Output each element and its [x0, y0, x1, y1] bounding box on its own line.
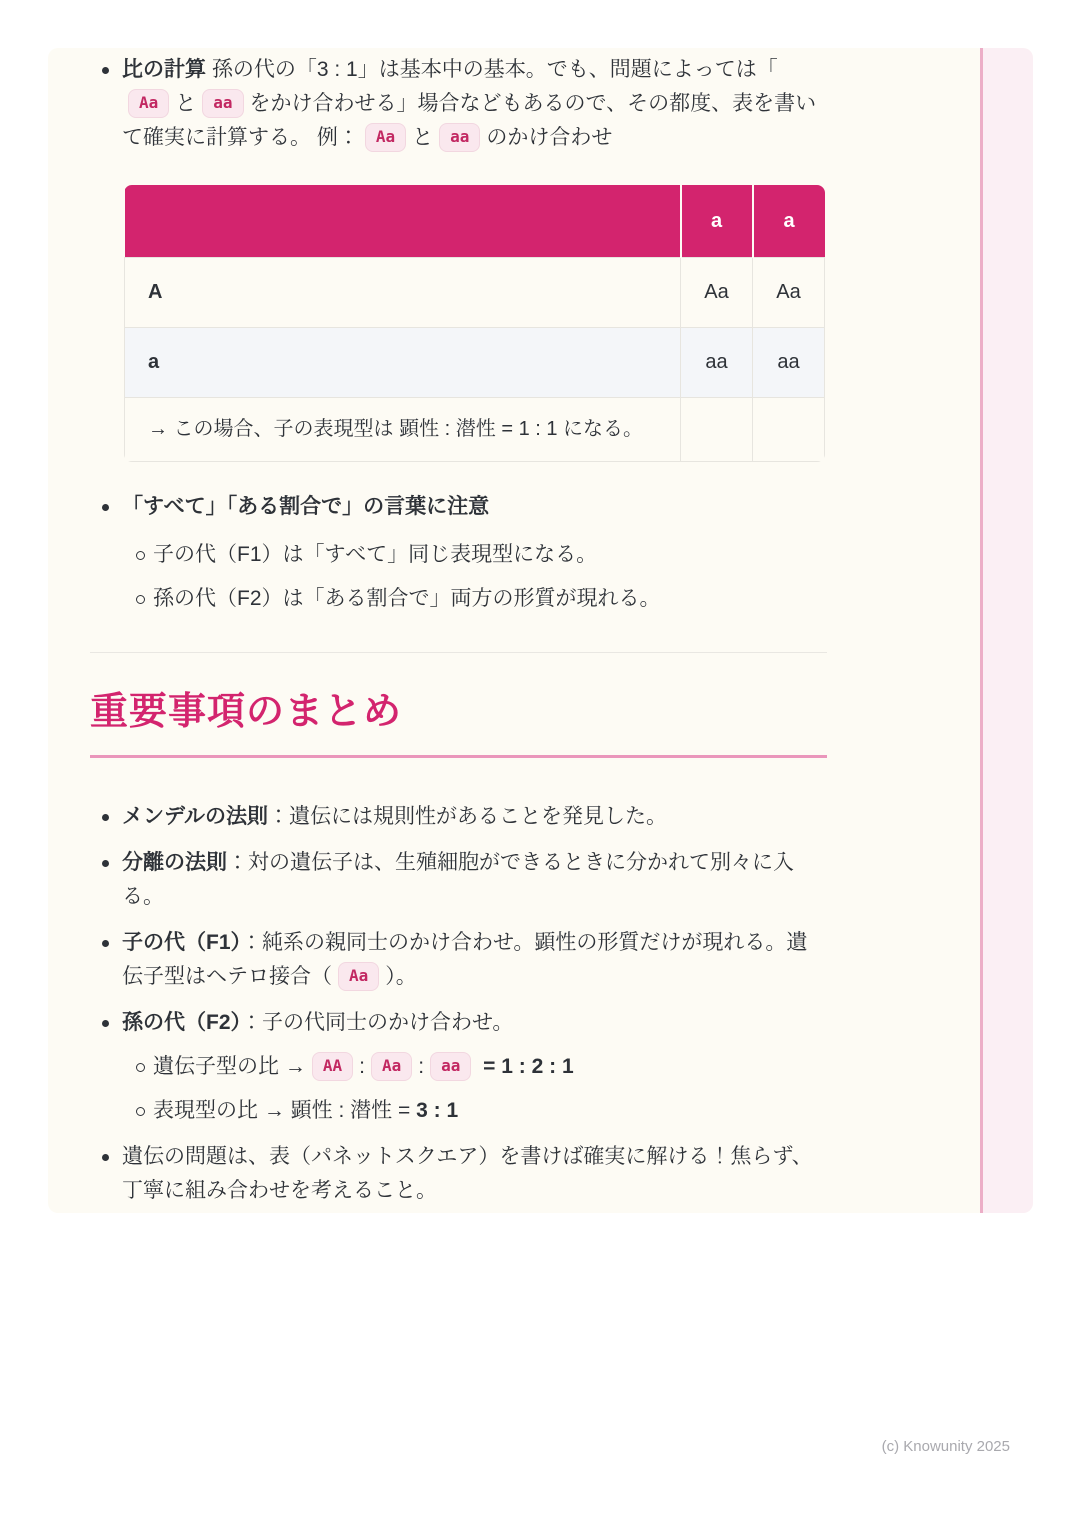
table-note-row: [125, 397, 825, 461]
sub-list-item: [122, 538, 827, 572]
summary-text: 遺伝の問題は、表（パネットスクエア）を書けば確実に解ける！焦らず、丁寧に組み合わせを考えること。: [122, 1144, 813, 1202]
gene-badge: Aa: [338, 962, 379, 991]
summary-bullet-list: [90, 800, 827, 1208]
ratio-text-2: と: [175, 92, 197, 115]
summary-item-f1: [90, 926, 827, 994]
ratio-text-4: と: [412, 126, 434, 149]
gene-badge: aa: [202, 89, 243, 118]
row-label-cell: A: [125, 257, 681, 327]
summary-lead: 子の代（F1）: [122, 930, 242, 954]
words-sub-2: 孫の代（F2）は「ある割合で」両方の形質が現れる。: [153, 586, 661, 610]
list-item-ratio: [90, 53, 827, 462]
list-item-words: [90, 490, 827, 616]
punnett-square-table: [124, 185, 825, 462]
sub-list-item-phenotype-ratio: [122, 1094, 827, 1128]
ratio-text-1: 孫の代の「3 : 1」は基本中の基本。でも、問題によっては「: [206, 58, 778, 81]
ratio-lead: 比の計算: [122, 58, 206, 81]
summary-lead: メンデルの法則: [122, 804, 268, 828]
summary-item-segregation: [90, 846, 827, 914]
table-cell: aa: [681, 327, 753, 397]
table-note-cell: → この場合、子の表現型は 顕性 : 潜性 = 1 : 1 になる。: [125, 397, 681, 461]
words-lead: 「すべて」「ある割合で」の言葉に注意: [122, 494, 490, 518]
gene-badge: Aa: [365, 123, 406, 152]
sub-bullet-list: [122, 538, 827, 616]
circle-marker: [136, 1107, 145, 1116]
summary-text: ：子の代同士のかけ合わせ。: [241, 1010, 514, 1034]
copyright-text: (c) Knowunity 2025: [881, 1438, 1010, 1455]
summary-text: ）。: [385, 964, 417, 988]
top-bullet-list: [90, 53, 827, 616]
table-header-row: [125, 185, 825, 257]
circle-marker: [136, 1063, 145, 1072]
circle-marker: [136, 595, 145, 604]
sub-list-item-genotype-ratio: [122, 1050, 827, 1084]
table-header-cell: a: [681, 185, 753, 257]
table-header-cell: a: [753, 185, 825, 257]
note-card: [48, 48, 1033, 1213]
sub-list-item: [122, 582, 827, 616]
bullet-marker: [102, 1154, 109, 1161]
bullet-marker: [102, 504, 109, 511]
summary-text: ：遺伝には規則性があることを発見した。: [267, 804, 667, 828]
phenotype-text: 表現型の比 → 顕性 : 潜性 =: [153, 1098, 411, 1122]
summary-lead: 分離の法則: [122, 850, 227, 874]
summary-item-advice: [90, 1140, 827, 1208]
table-cell: aa: [753, 327, 825, 397]
gene-badge: Aa: [371, 1052, 412, 1081]
section-heading: 重要事項のまとめ: [90, 689, 827, 758]
bullet-marker: [102, 1020, 109, 1027]
table-row: [125, 327, 825, 397]
bullet-marker: [102, 940, 109, 947]
summary-text: ：対の遺伝子は、生殖細胞ができるときに分かれて別々に入る。: [122, 850, 794, 908]
summary-lead: 孫の代（F2）: [122, 1010, 242, 1034]
gene-badge: aa: [439, 123, 480, 152]
ratio-text-5: のかけ合わせ: [486, 126, 613, 149]
summary-item-f2: [90, 1006, 827, 1128]
table-header-empty-cell: [125, 185, 681, 257]
section-divider: [90, 652, 827, 653]
bullet-marker: [102, 860, 109, 867]
ratio-text-3: をかけ合わせる」場合などもあるので、その都度、表を書いて確実に計算する。 例：: [122, 92, 817, 149]
summary-item-mendel: [90, 800, 827, 834]
table-cell: Aa: [753, 257, 825, 327]
note-content: [90, 53, 827, 1208]
gene-badge: aa: [430, 1052, 471, 1081]
row-label-cell: a: [125, 327, 681, 397]
summary-text: ：純系の親同士のかけ合わせ。顕性の形質だけが現れる。遺伝子型はヘテロ接合（: [122, 930, 808, 988]
table-cell: Aa: [681, 257, 753, 327]
genotype-ratio-result: = 1 : 2 : 1: [483, 1054, 574, 1078]
gene-badge: Aa: [128, 89, 169, 118]
gene-badge: AA: [312, 1052, 353, 1081]
colon-separator: :: [418, 1054, 425, 1078]
words-sub-1: 子の代（F1）は「すべて」同じ表現型になる。: [153, 542, 598, 566]
sub-bullet-list: [122, 1050, 827, 1128]
table-cell: [681, 397, 753, 461]
table-row: [125, 257, 825, 327]
colon-separator: :: [359, 1054, 365, 1078]
table-cell: [753, 397, 825, 461]
side-accent-stripe: [980, 48, 1033, 1213]
bullet-marker: [102, 814, 109, 821]
circle-marker: [136, 551, 145, 560]
genotype-text: 遺伝子型の比 →: [153, 1054, 306, 1078]
phenotype-ratio-result: 3 : 1: [416, 1098, 459, 1122]
bullet-marker: [102, 67, 109, 74]
